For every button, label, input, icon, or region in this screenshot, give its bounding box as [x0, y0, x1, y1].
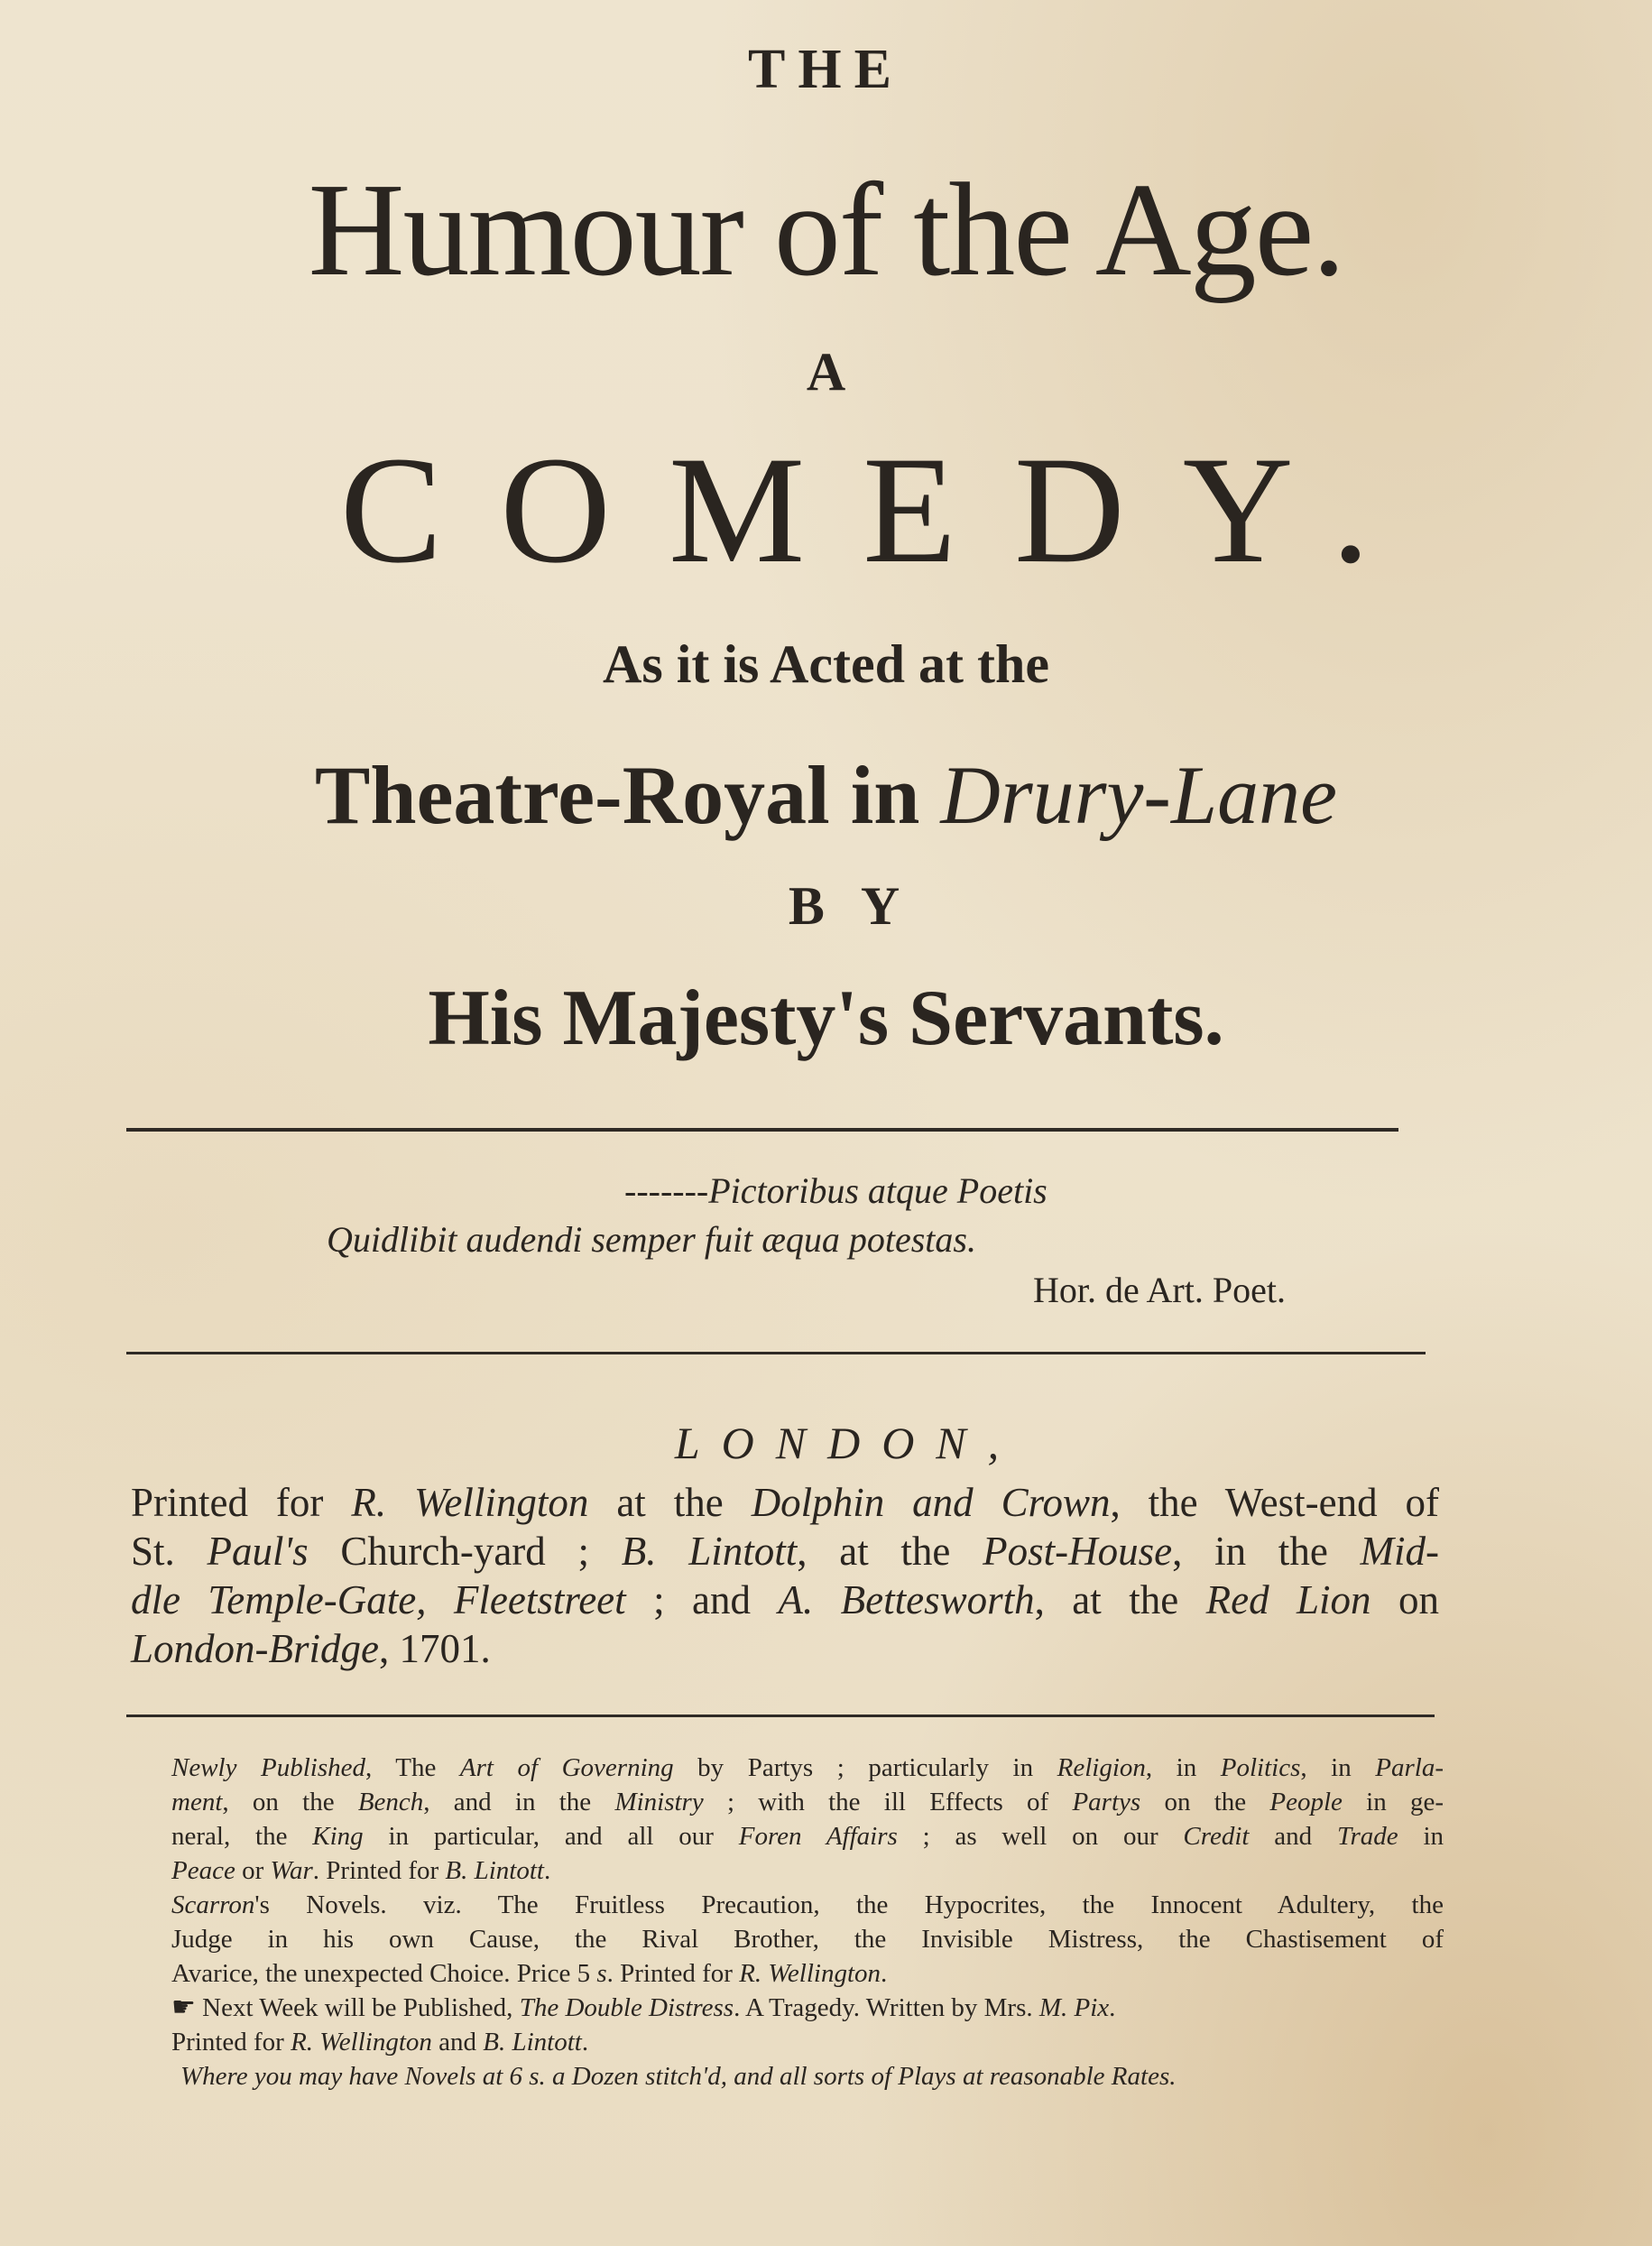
roman-text: by Partys ; particularly in	[673, 1753, 1057, 1782]
epigraph-source: Hor. de Art. Poet.	[1033, 1270, 1286, 1310]
italic-text: Bench	[357, 1788, 424, 1816]
text-line	[202, 1993, 1115, 2022]
roman-text: neral, the	[171, 1822, 313, 1851]
roman-text: 's Novels. viz. The Fruitless Precaution, the Hypocrites, the Innocent Adultery, the	[254, 1890, 1444, 1919]
italic-text: Religion	[1057, 1753, 1146, 1782]
advertisement-double-distress	[171, 1991, 1444, 2059]
roman-text: . Printed for	[312, 1856, 446, 1885]
italic-text: Where you may have Novels at 6 s. a Dozen stitch'd, and all sorts of Plays at reasonable Rates.	[180, 2062, 1177, 2091]
roman-text: Next Week will be Published,	[202, 1993, 520, 2022]
title-the: THE	[748, 39, 904, 100]
italic-text: Newly Published	[171, 1753, 366, 1782]
roman-text: , in	[1145, 1753, 1221, 1782]
roman-text: , The	[365, 1753, 460, 1782]
roman-text: .	[1109, 1993, 1116, 2022]
text-line	[171, 2025, 1444, 2059]
pointing-hand-icon: ☛	[171, 1992, 196, 2022]
imprint-block	[131, 1478, 1439, 1673]
italic-text: ment	[171, 1788, 223, 1816]
italic-text: B. Lintott	[445, 1856, 544, 1885]
italic-text: R. Wellington	[351, 1480, 589, 1525]
roman-text: , the West-end of	[1110, 1480, 1440, 1525]
roman-text: and	[1249, 1822, 1337, 1851]
text-line	[180, 2059, 1444, 2093]
rule-divider-top	[126, 1128, 1398, 1132]
imprint-line	[131, 1576, 1439, 1624]
italic-text: Mid-	[1360, 1529, 1439, 1574]
roman-text: and	[431, 2028, 484, 2057]
imprint-line	[131, 1624, 1439, 1673]
text-line	[171, 1888, 1444, 1922]
advertisement-scarron-novels	[171, 1888, 1444, 1991]
roman-text: Church-yard ;	[308, 1529, 622, 1574]
advertisement-novels-plays	[171, 2059, 1444, 2093]
italic-text: Paul's	[207, 1529, 309, 1574]
italic-text: Dolphin and Crown	[751, 1480, 1111, 1525]
theatre-street: Drury-Lane	[940, 749, 1337, 841]
text-line	[171, 1785, 1444, 1819]
text-line	[171, 1751, 1444, 1785]
roman-text: , at the	[797, 1529, 983, 1574]
imprint-city: LONDON,	[674, 1418, 1021, 1468]
italic-text: Art of Governing	[459, 1753, 674, 1782]
italic-text: Peace	[171, 1856, 235, 1885]
roman-text: in ge-	[1342, 1788, 1444, 1816]
italic-text: M. Pix	[1038, 1993, 1110, 2022]
italic-text: Trade	[1336, 1822, 1398, 1851]
italic-text: War	[270, 1856, 313, 1885]
italic-text: dle Temple-Gate, Fleetstreet	[131, 1577, 626, 1622]
roman-text: Printed for	[171, 2028, 291, 2057]
italic-text: Foren Affairs	[738, 1822, 898, 1851]
rule-divider-middle	[126, 1352, 1426, 1354]
roman-text: , at the	[1034, 1577, 1206, 1622]
italic-text: Credit	[1183, 1822, 1250, 1851]
roman-text: at the	[588, 1480, 752, 1525]
roman-text: , in the	[1172, 1529, 1361, 1574]
roman-text: .	[581, 2028, 589, 2057]
roman-text: Printed for	[131, 1480, 352, 1525]
roman-text: St.	[131, 1529, 208, 1574]
text-line	[171, 1819, 1444, 1853]
roman-text: , on the	[222, 1788, 358, 1816]
roman-text: on	[1371, 1577, 1439, 1622]
roman-text: Avarice, the unexpected Choice. Price 5	[171, 1959, 597, 1988]
italic-text: R. Wellington	[739, 1959, 881, 1988]
roman-text: ; and	[625, 1577, 779, 1622]
imprint-line	[131, 1478, 1439, 1527]
roman-text: or	[235, 1856, 271, 1885]
roman-text: , 1701.	[379, 1626, 491, 1671]
italic-text: s	[596, 1959, 607, 1988]
italic-text: Parla-	[1375, 1753, 1444, 1782]
roman-text: on the	[1140, 1788, 1270, 1816]
play-title: Humour of the Age.	[308, 156, 1344, 304]
italic-text: People	[1269, 1788, 1343, 1816]
italic-text: The Double Distress	[519, 1993, 734, 2022]
roman-text: , in	[1300, 1753, 1376, 1782]
rule-divider-bottom	[126, 1715, 1435, 1717]
title-article: A	[806, 342, 846, 402]
advertisement-art-of-governing	[171, 1751, 1444, 1888]
italic-text: Politics	[1220, 1753, 1301, 1782]
roman-text: in	[1398, 1822, 1444, 1851]
italic-text: Ministry	[614, 1788, 704, 1816]
acted-line: As it is Acted at the	[603, 634, 1049, 694]
roman-text: . A Tragedy. Written by Mrs.	[734, 1993, 1039, 2022]
roman-text: in particular, and all our	[363, 1822, 739, 1851]
italic-text: A. Bettesworth	[778, 1577, 1035, 1622]
italic-text: London-Bridge	[131, 1626, 379, 1671]
text-line	[171, 1956, 1444, 1991]
roman-text: Judge in his own Cause, the Rival Brother, the Invisible Mistress, the Chastisement of	[171, 1925, 1444, 1954]
epigraph-line-2: Quidlibit audendi semper fuit æqua potestas.	[327, 1219, 976, 1260]
italic-text: B. Lintott	[621, 1529, 798, 1574]
roman-text: , and in the	[423, 1788, 615, 1816]
text-line	[171, 1922, 1444, 1956]
roman-text: ; with the ill Effects of	[703, 1788, 1073, 1816]
company-line: His Majesty's Servants.	[428, 975, 1224, 1062]
italic-text: Red Lion	[1205, 1577, 1371, 1622]
text-line	[171, 1853, 1444, 1888]
italic-text: Scarron	[171, 1890, 255, 1919]
roman-text: . Printed for	[606, 1959, 740, 1988]
italic-text: King	[312, 1822, 364, 1851]
roman-text: .	[881, 1959, 888, 1988]
theatre-line	[0, 747, 1652, 843]
by-line: BY	[788, 876, 937, 936]
italic-text: Post-House	[983, 1529, 1173, 1574]
italic-text: Partys	[1072, 1788, 1141, 1816]
epigraph-line-1: -------Pictoribus atque Poetis	[624, 1170, 1047, 1211]
advertisements	[171, 1751, 1444, 2093]
roman-text: .	[543, 1856, 551, 1885]
genre-heading: COMEDY.	[339, 425, 1428, 595]
imprint-line	[131, 1527, 1439, 1576]
theatre-name: Theatre-Royal in	[315, 749, 941, 841]
roman-text: ; as well on our	[897, 1822, 1184, 1851]
italic-text: B. Lintott	[483, 2028, 582, 2057]
italic-text: R. Wellington	[291, 2028, 432, 2057]
